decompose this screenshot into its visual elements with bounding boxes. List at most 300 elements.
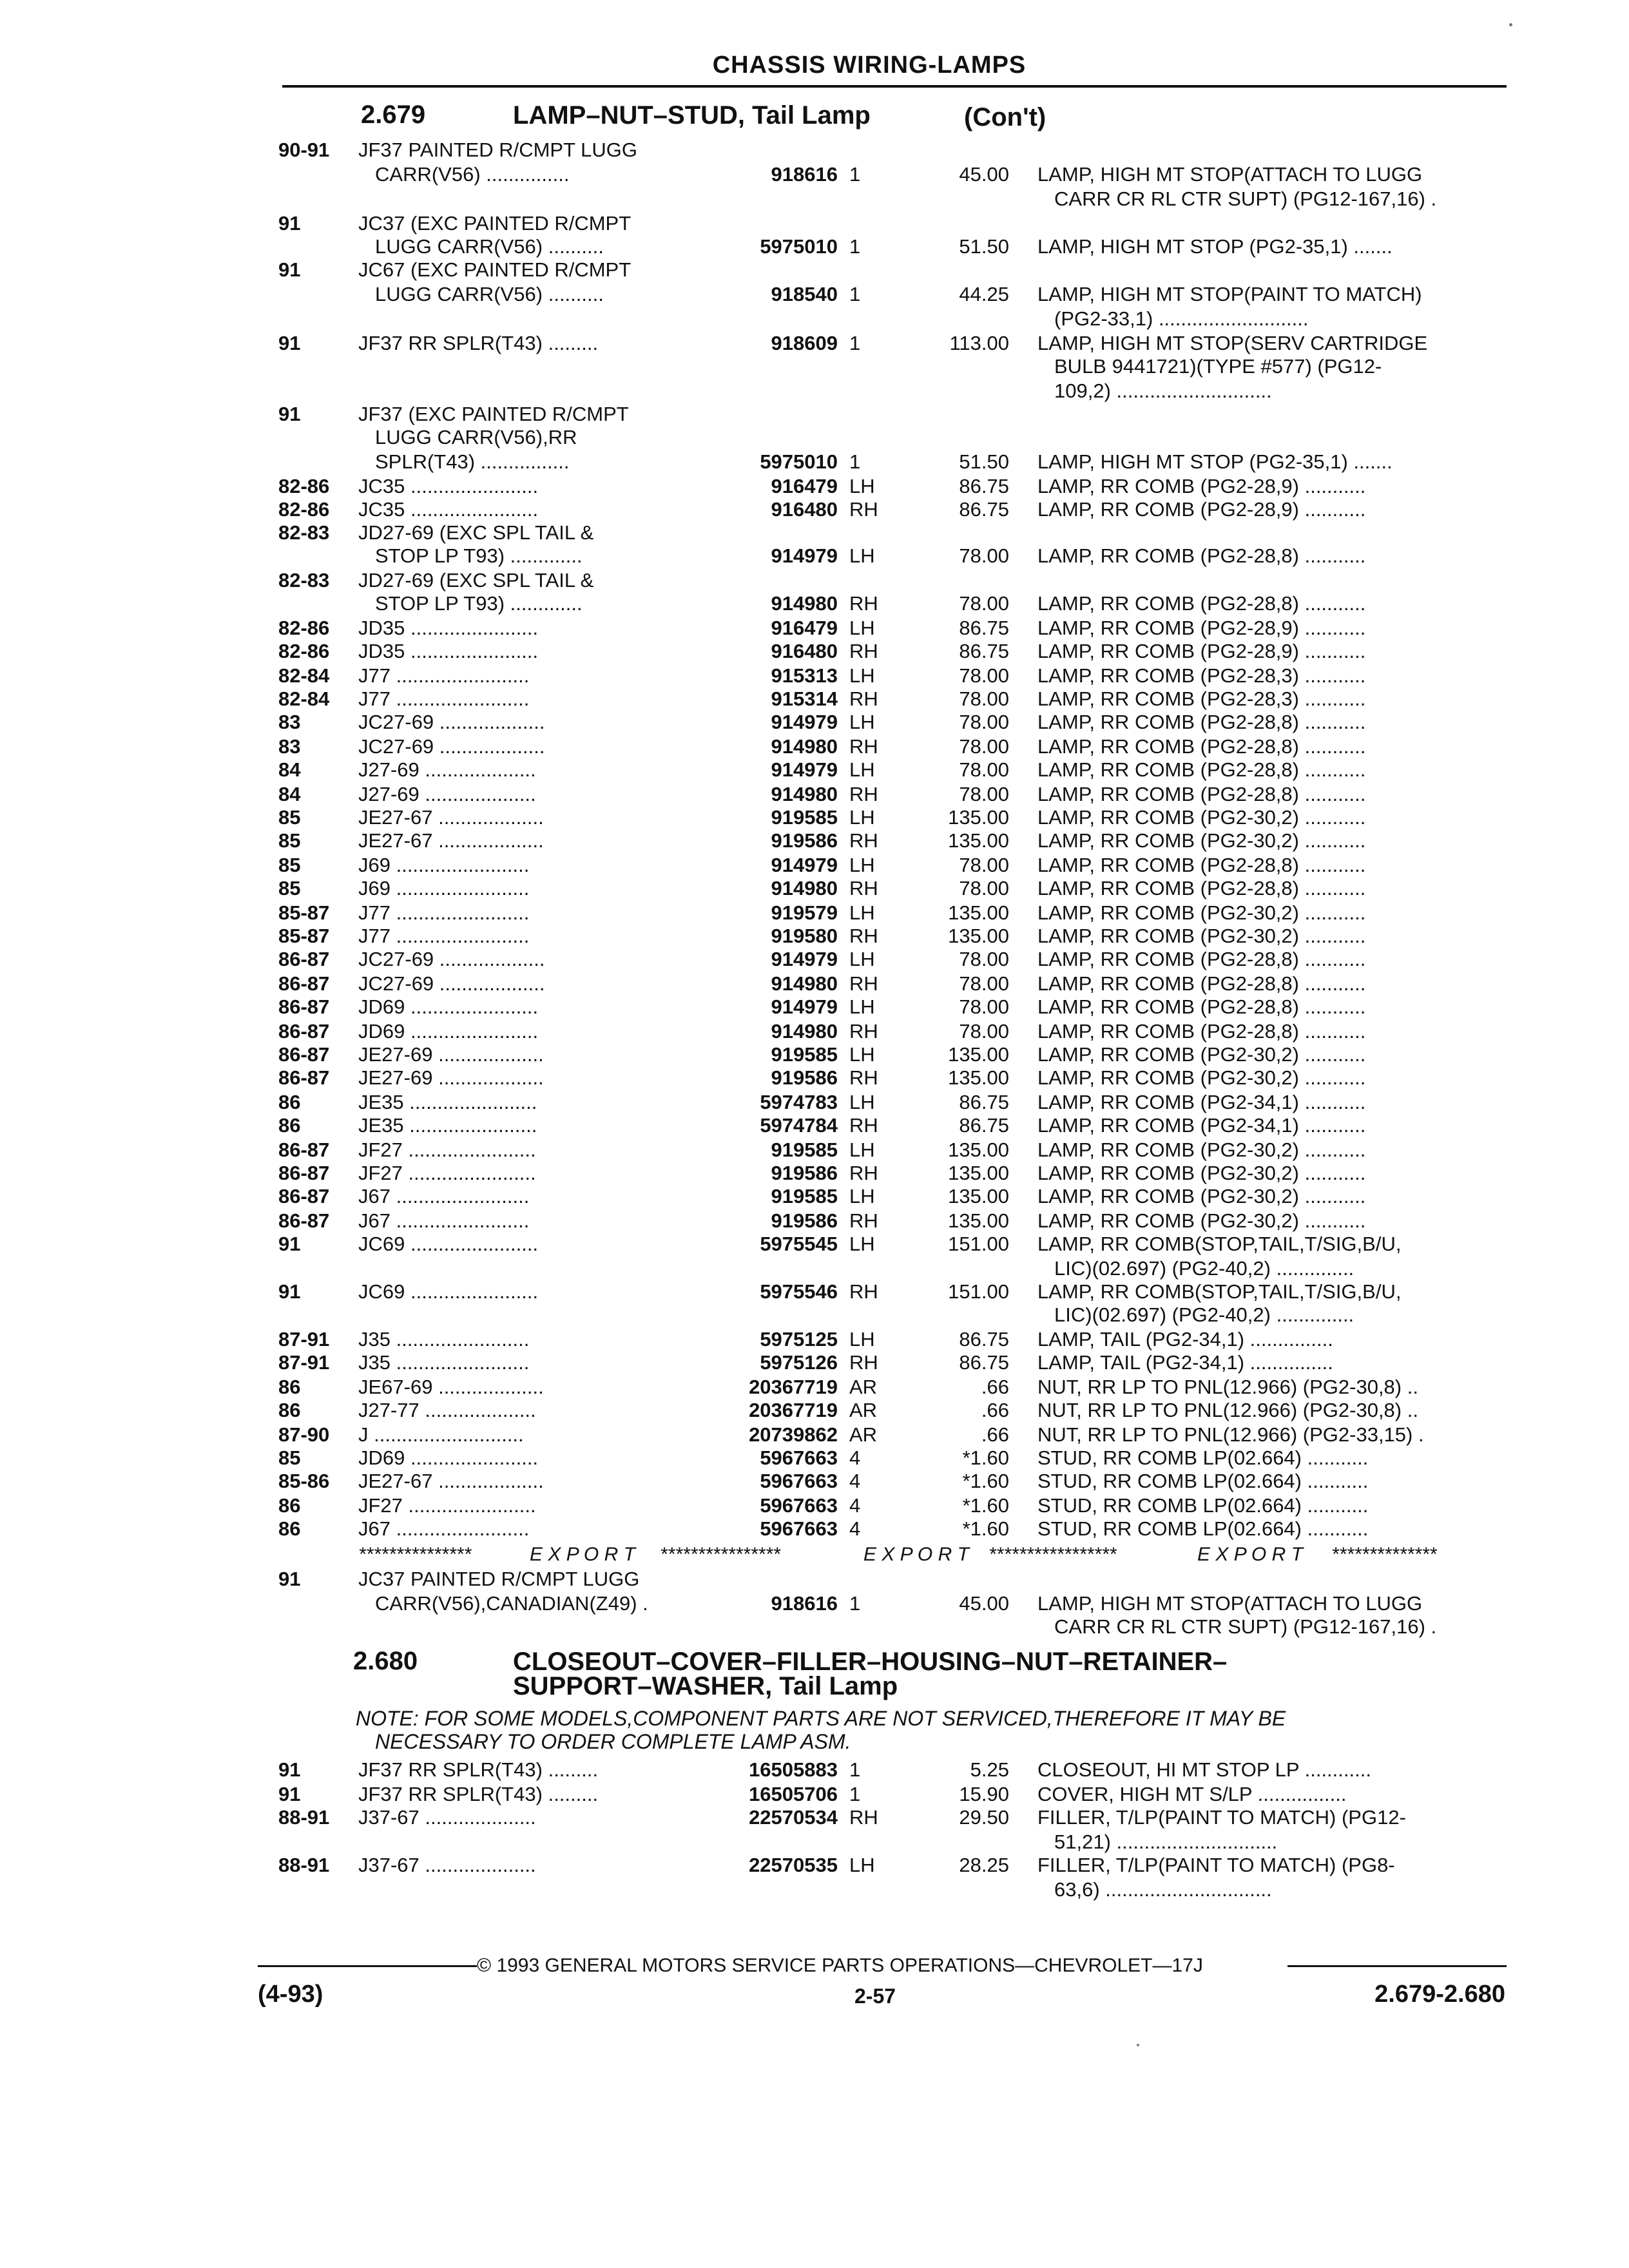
quantity: RH <box>849 829 878 852</box>
part-number: 22570535 <box>749 1854 838 1876</box>
price: 86.75 <box>959 1114 1009 1137</box>
part-number: 16505883 <box>749 1758 838 1781</box>
quantity: LH <box>849 806 875 829</box>
model-description: JC35 ....................... <box>358 498 539 521</box>
quantity: RH <box>849 925 878 947</box>
model-description: JF37 RR SPLR(T43) ......... <box>358 1758 599 1781</box>
part-number: 918616 <box>771 1592 838 1615</box>
export-stars: ***************** <box>988 1544 1117 1565</box>
model-year: 85 <box>278 854 301 876</box>
model-description: J67 ........................ <box>358 1185 530 1207</box>
part-name: NUT, RR LP TO PNL(12.966) (PG2-30,8) .. <box>1037 1399 1418 1421</box>
part-number: 5967663 <box>760 1494 838 1517</box>
model-description: JE27-69 ................... <box>358 1066 544 1089</box>
price: 86.75 <box>959 1351 1009 1374</box>
price: 135.00 <box>948 806 1009 829</box>
part-name-cont: CARR CR RL CTR SUPT) (PG12-167,16) . <box>1054 1615 1437 1638</box>
model-year: 82-86 <box>278 640 330 662</box>
quantity: LH <box>849 948 875 970</box>
export-stars: *************** <box>358 1544 472 1565</box>
part-number: 918540 <box>771 283 838 305</box>
footer-page-number: 2-57 <box>854 1984 896 2008</box>
price: 78.00 <box>959 711 1009 733</box>
part-number: 918609 <box>771 332 838 354</box>
part-number: 5975125 <box>760 1328 838 1350</box>
part-number: 914980 <box>771 1020 838 1043</box>
model-year: 91 <box>278 1568 301 1590</box>
quantity: LH <box>849 711 875 733</box>
part-name: LAMP, RR COMB(STOP,TAIL,T/SIG,B/U, <box>1037 1280 1402 1303</box>
price: 135.00 <box>948 1185 1009 1207</box>
model-year: 91 <box>278 1233 301 1255</box>
model-year: 85-87 <box>278 901 330 924</box>
model-description-cont: SPLR(T43) ................ <box>375 450 570 473</box>
part-number: 919585 <box>771 1185 838 1207</box>
model-year: 85 <box>278 806 301 829</box>
part-name: NUT, RR LP TO PNL(12.966) (PG2-33,15) . <box>1037 1423 1424 1446</box>
price: 78.00 <box>959 735 1009 758</box>
price: 51.50 <box>959 235 1009 258</box>
model-year: 86 <box>278 1494 301 1517</box>
section-title-line2: SUPPORT–WASHER, Tail Lamp <box>513 1672 898 1700</box>
quantity: LH <box>849 544 875 567</box>
model-year: 91 <box>278 258 301 281</box>
quantity: LH <box>849 995 875 1018</box>
price: 78.00 <box>959 1020 1009 1043</box>
price: 86.75 <box>959 1091 1009 1113</box>
price: 78.00 <box>959 687 1009 710</box>
section-note: NOTE: FOR SOME MODELS,COMPONENT PARTS ARE NOT SERVICED,THEREFORE IT MAY BE <box>356 1707 1286 1730</box>
quantity: RH <box>849 640 878 662</box>
part-number: 914979 <box>771 544 838 567</box>
price: 135.00 <box>948 1043 1009 1066</box>
part-name-cont: (PG2-33,1) ........................... <box>1054 307 1309 330</box>
section-number: 2.679 <box>361 101 426 129</box>
model-description: JE67-69 ................... <box>358 1376 544 1398</box>
part-name: LAMP, RR COMB (PG2-30,2) ........... <box>1037 806 1366 829</box>
export-label: E X P O R T <box>863 1544 969 1565</box>
quantity: LH <box>849 854 875 876</box>
quantity: 4 <box>849 1517 861 1540</box>
quantity: RH <box>849 783 878 805</box>
price: 44.25 <box>959 283 1009 305</box>
part-name: LAMP, HIGH MT STOP(PAINT TO MATCH) <box>1037 283 1422 305</box>
model-year: 82-86 <box>278 617 330 639</box>
part-number: 915314 <box>771 687 838 710</box>
model-description: JD35 ....................... <box>358 640 539 662</box>
price: .66 <box>981 1423 1009 1446</box>
model-year: 82-83 <box>278 569 330 591</box>
part-name: LAMP, RR COMB (PG2-30,2) ........... <box>1037 1185 1366 1207</box>
part-name: LAMP, RR COMB (PG2-28,9) ........... <box>1037 617 1366 639</box>
part-number: 916479 <box>771 475 838 497</box>
quantity: RH <box>849 1020 878 1043</box>
part-number: 914980 <box>771 592 838 615</box>
model-description: JD69 ....................... <box>358 995 539 1018</box>
part-number: 20367719 <box>749 1376 838 1398</box>
part-name-cont: CARR CR RL CTR SUPT) (PG12-167,16) . <box>1054 187 1437 210</box>
part-number: 914979 <box>771 758 838 781</box>
part-name: LAMP, RR COMB (PG2-28,8) ........... <box>1037 783 1366 805</box>
model-description: J69 ........................ <box>358 854 530 876</box>
model-description: JE27-67 ................... <box>358 806 544 829</box>
price: 135.00 <box>948 1066 1009 1089</box>
part-name: LAMP, RR COMB (PG2-30,2) ........... <box>1037 925 1366 947</box>
part-name: NUT, RR LP TO PNL(12.966) (PG2-30,8) .. <box>1037 1376 1418 1398</box>
price: .66 <box>981 1376 1009 1398</box>
part-name: COVER, HIGH MT S/LP ................ <box>1037 1783 1347 1805</box>
scan-speck <box>1509 23 1512 26</box>
part-number: 916480 <box>771 498 838 521</box>
model-description-cont: LUGG CARR(V56),RR <box>375 426 577 448</box>
part-number: 5967663 <box>760 1517 838 1540</box>
quantity: RH <box>849 1162 878 1184</box>
quantity: LH <box>849 1139 875 1161</box>
export-stars: **************** <box>660 1544 780 1565</box>
model-year: 91 <box>278 403 301 425</box>
part-number: 5975126 <box>760 1351 838 1374</box>
model-year: 88-91 <box>278 1854 330 1876</box>
price: 86.75 <box>959 498 1009 521</box>
price: 86.75 <box>959 475 1009 497</box>
part-name: STUD, RR COMB LP(02.664) ........... <box>1037 1494 1369 1517</box>
model-year: 87-90 <box>278 1423 330 1446</box>
part-name: LAMP, RR COMB (PG2-30,2) ........... <box>1037 901 1366 924</box>
part-name: LAMP, RR COMB (PG2-28,8) ........... <box>1037 758 1366 781</box>
price: *1.60 <box>962 1470 1009 1492</box>
part-name: LAMP, RR COMB (PG2-28,8) ........... <box>1037 877 1366 899</box>
part-name: STUD, RR COMB LP(02.664) ........... <box>1037 1446 1369 1469</box>
model-description: JF37 RR SPLR(T43) ......... <box>358 332 599 354</box>
part-number: 919579 <box>771 901 838 924</box>
quantity: 1 <box>849 332 861 354</box>
quantity: LH <box>849 1233 875 1255</box>
quantity: RH <box>849 1280 878 1303</box>
part-number: 22570534 <box>749 1806 838 1829</box>
price: 86.75 <box>959 640 1009 662</box>
model-description: J35 ........................ <box>358 1328 530 1350</box>
model-description: JE27-67 ................... <box>358 829 544 852</box>
model-description: JD69 ....................... <box>358 1020 539 1043</box>
model-year: 82-83 <box>278 521 330 544</box>
price: 28.25 <box>959 1854 1009 1876</box>
part-number: 916480 <box>771 640 838 662</box>
price: 78.00 <box>959 995 1009 1018</box>
model-description: JC69 ....................... <box>358 1233 539 1255</box>
price: 86.75 <box>959 1328 1009 1350</box>
model-year: 83 <box>278 735 301 758</box>
quantity: 1 <box>849 283 861 305</box>
price: *1.60 <box>962 1446 1009 1469</box>
footer-date: (4-93) <box>258 1981 323 2008</box>
part-number: 919585 <box>771 1043 838 1066</box>
model-year: 85 <box>278 877 301 899</box>
section-continued: (Con't) <box>964 103 1046 131</box>
quantity: LH <box>849 1854 875 1876</box>
quantity: RH <box>849 1806 878 1829</box>
model-year: 86 <box>278 1114 301 1137</box>
model-year: 85-87 <box>278 925 330 947</box>
quantity: 4 <box>849 1494 861 1517</box>
model-description: J77 ........................ <box>358 901 530 924</box>
price: *1.60 <box>962 1494 1009 1517</box>
model-year: 86 <box>278 1091 301 1113</box>
part-number: 919585 <box>771 1139 838 1161</box>
quantity: 1 <box>849 1783 861 1805</box>
quantity: LH <box>849 1043 875 1066</box>
section-note-line2: NECESSARY TO ORDER COMPLETE LAMP ASM. <box>375 1730 851 1753</box>
part-number: 918616 <box>771 163 838 186</box>
quantity: LH <box>849 475 875 497</box>
model-description: JE27-67 ................... <box>358 1470 544 1492</box>
part-name: CLOSEOUT, HI MT STOP LP ............ <box>1037 1758 1371 1781</box>
model-year: 82-84 <box>278 664 330 687</box>
price: 45.00 <box>959 1592 1009 1615</box>
quantity: RH <box>849 972 878 995</box>
price: 86.75 <box>959 617 1009 639</box>
model-description: JC37 PAINTED R/CMPT LUGG <box>358 1568 640 1590</box>
model-description: JE35 ....................... <box>358 1114 537 1137</box>
footer-copyright: © 1993 GENERAL MOTORS SERVICE PARTS OPERATIONS—CHEVROLET—17J <box>477 1955 1203 1976</box>
model-description: JC27-69 ................... <box>358 948 545 970</box>
quantity: RH <box>849 1066 878 1089</box>
price: 135.00 <box>948 901 1009 924</box>
part-number: 915313 <box>771 664 838 687</box>
model-year: 82-84 <box>278 687 330 710</box>
price: *1.60 <box>962 1517 1009 1540</box>
part-number: 914980 <box>771 972 838 995</box>
part-number: 914980 <box>771 783 838 805</box>
part-name: LAMP, RR COMB(STOP,TAIL,T/SIG,B/U, <box>1037 1233 1402 1255</box>
part-number: 5975546 <box>760 1280 838 1303</box>
export-stars: ************** <box>1331 1544 1437 1565</box>
model-description: J27-77 .................... <box>358 1399 536 1421</box>
part-name-cont: 109,2) ............................ <box>1054 380 1272 402</box>
scan-speck <box>1137 2044 1139 2046</box>
model-year: 84 <box>278 758 301 781</box>
price: .66 <box>981 1399 1009 1421</box>
quantity: 4 <box>849 1470 861 1492</box>
model-year: 86 <box>278 1399 301 1421</box>
model-year: 87-91 <box>278 1351 330 1374</box>
price: 78.00 <box>959 854 1009 876</box>
part-name: LAMP, RR COMB (PG2-28,3) ........... <box>1037 664 1366 687</box>
model-description-cont: CARR(V56),CANADIAN(Z49) . <box>375 1592 648 1615</box>
price: 78.00 <box>959 544 1009 567</box>
part-number: 5967663 <box>760 1470 838 1492</box>
footer-rule-right <box>1287 1965 1507 1967</box>
model-description: JF37 RR SPLR(T43) ......... <box>358 1783 599 1805</box>
part-number: 914979 <box>771 995 838 1018</box>
quantity: RH <box>849 1351 878 1374</box>
model-description: J77 ........................ <box>358 687 530 710</box>
part-number: 919586 <box>771 829 838 852</box>
price: 135.00 <box>948 1209 1009 1232</box>
part-number: 5975545 <box>760 1233 838 1255</box>
part-number: 916479 <box>771 617 838 639</box>
section-number: 2.680 <box>353 1647 418 1675</box>
part-name: STUD, RR COMB LP(02.664) ........... <box>1037 1517 1369 1540</box>
model-year: 91 <box>278 1758 301 1781</box>
model-description: JC27-69 ................... <box>358 711 545 733</box>
price: 78.00 <box>959 972 1009 995</box>
model-year: 86-87 <box>278 972 330 995</box>
part-number: 919586 <box>771 1066 838 1089</box>
part-number: 914980 <box>771 735 838 758</box>
model-description: J37-67 .................... <box>358 1854 536 1876</box>
quantity: LH <box>849 1185 875 1207</box>
export-label: E X P O R T <box>1197 1544 1303 1565</box>
model-description: J77 ........................ <box>358 664 530 687</box>
part-name: LAMP, RR COMB (PG2-30,2) ........... <box>1037 1139 1366 1161</box>
model-year: 86-87 <box>278 948 330 970</box>
part-name: LAMP, RR COMB (PG2-30,2) ........... <box>1037 1209 1366 1232</box>
part-name: LAMP, RR COMB (PG2-30,2) ........... <box>1037 1043 1366 1066</box>
part-name: LAMP, RR COMB (PG2-30,2) ........... <box>1037 829 1366 852</box>
price: 135.00 <box>948 1139 1009 1161</box>
part-name: FILLER, T/LP(PAINT TO MATCH) (PG8- <box>1037 1854 1395 1876</box>
model-year: 85 <box>278 829 301 852</box>
model-year: 84 <box>278 783 301 805</box>
model-description: JF37 (EXC PAINTED R/CMPT <box>358 403 629 425</box>
model-description: JD69 ....................... <box>358 1446 539 1469</box>
part-number: 5975010 <box>760 235 838 258</box>
price: 78.00 <box>959 877 1009 899</box>
model-description: JF27 ....................... <box>358 1494 536 1517</box>
model-year: 85-86 <box>278 1470 330 1492</box>
part-name: LAMP, TAIL (PG2-34,1) ............... <box>1037 1351 1333 1374</box>
model-description: JC35 ....................... <box>358 475 539 497</box>
model-year: 86-87 <box>278 1043 330 1066</box>
model-description: JC27-69 ................... <box>358 972 545 995</box>
part-name-cont: 51,21) ............................. <box>1054 1831 1278 1853</box>
footer-rule-left <box>258 1965 477 1967</box>
section-title: LAMP–NUT–STUD, Tail Lamp <box>513 101 871 130</box>
model-description: J69 ........................ <box>358 877 530 899</box>
model-description: JC67 (EXC PAINTED R/CMPT <box>358 258 631 281</box>
part-number: 16505706 <box>749 1783 838 1805</box>
part-name-cont: LIC)(02.697) (PG2-40,2) .............. <box>1054 1303 1354 1326</box>
price: 135.00 <box>948 1162 1009 1184</box>
part-number: 5974784 <box>760 1114 838 1137</box>
model-description: J27-69 .................... <box>358 783 536 805</box>
model-description: JF27 ....................... <box>358 1162 536 1184</box>
part-name: LAMP, RR COMB (PG2-30,2) ........... <box>1037 1066 1366 1089</box>
model-year: 86 <box>278 1517 301 1540</box>
part-number: 919586 <box>771 1162 838 1184</box>
model-description: J37-67 .................... <box>358 1806 536 1829</box>
section-title: CLOSEOUT–COVER–FILLER–HOUSING–NUT–RETAINER– <box>513 1648 1228 1676</box>
model-description: JD27-69 (EXC SPL TAIL & <box>358 569 594 591</box>
quantity: 1 <box>849 235 861 258</box>
quantity: RH <box>849 1114 878 1137</box>
quantity: 1 <box>849 450 861 473</box>
model-year: 86-87 <box>278 1020 330 1043</box>
part-name: LAMP, RR COMB (PG2-28,3) ........... <box>1037 687 1366 710</box>
model-year: 91 <box>278 1280 301 1303</box>
price: 51.50 <box>959 450 1009 473</box>
model-year: 88-91 <box>278 1806 330 1829</box>
part-name: LAMP, RR COMB (PG2-34,1) ........... <box>1037 1114 1366 1137</box>
model-description: J77 ........................ <box>358 925 530 947</box>
price: 151.00 <box>948 1233 1009 1255</box>
part-name-cont: BULB 9441721)(TYPE #577) (PG12- <box>1054 355 1382 378</box>
price: 45.00 <box>959 163 1009 186</box>
quantity: LH <box>849 901 875 924</box>
quantity: RH <box>849 592 878 615</box>
part-name: LAMP, RR COMB (PG2-28,9) ........... <box>1037 475 1366 497</box>
quantity: RH <box>849 1209 878 1232</box>
price: 78.00 <box>959 758 1009 781</box>
part-name-cont: LIC)(02.697) (PG2-40,2) .............. <box>1054 1257 1354 1280</box>
model-year: 86-87 <box>278 1162 330 1184</box>
model-year: 91 <box>278 332 301 354</box>
part-name: LAMP, RR COMB (PG2-28,8) ........... <box>1037 544 1366 567</box>
model-year: 87-91 <box>278 1328 330 1350</box>
export-label: E X P O R T <box>530 1544 635 1565</box>
model-year: 86-87 <box>278 1209 330 1232</box>
price: 113.00 <box>949 332 1009 354</box>
quantity: AR <box>849 1376 878 1398</box>
model-description-cont: CARR(V56) ............... <box>375 163 570 186</box>
page-header-title: CHASSIS WIRING-LAMPS <box>712 52 1027 79</box>
model-description: JF27 ....................... <box>358 1139 536 1161</box>
part-number: 5975010 <box>760 450 838 473</box>
part-number: 919585 <box>771 806 838 829</box>
model-year: 86-87 <box>278 1139 330 1161</box>
model-description: JE35 ....................... <box>358 1091 537 1113</box>
model-year: 86-87 <box>278 1185 330 1207</box>
quantity: 1 <box>849 163 861 186</box>
part-name: LAMP, RR COMB (PG2-28,8) ........... <box>1037 592 1366 615</box>
part-name: LAMP, HIGH MT STOP(SERV CARTRIDGE <box>1037 332 1428 354</box>
part-number: 5967663 <box>760 1446 838 1469</box>
part-name: LAMP, RR COMB (PG2-34,1) ........... <box>1037 1091 1366 1113</box>
part-name-cont: 63,6) .............................. <box>1054 1878 1272 1901</box>
part-name: LAMP, HIGH MT STOP(ATTACH TO LUGG <box>1037 1592 1423 1615</box>
model-description: J35 ........................ <box>358 1351 530 1374</box>
part-name: LAMP, RR COMB (PG2-28,8) ........... <box>1037 1020 1366 1043</box>
quantity: AR <box>849 1423 878 1446</box>
model-description: J67 ........................ <box>358 1517 530 1540</box>
part-name: LAMP, HIGH MT STOP (PG2-35,1) ....... <box>1037 235 1393 258</box>
model-description: JD27-69 (EXC SPL TAIL & <box>358 521 594 544</box>
part-number: 5974783 <box>760 1091 838 1113</box>
quantity: LH <box>849 1328 875 1350</box>
model-year: 85 <box>278 1446 301 1469</box>
quantity: RH <box>849 498 878 521</box>
model-description: JC37 (EXC PAINTED R/CMPT <box>358 212 631 235</box>
price: 135.00 <box>948 925 1009 947</box>
price: 5.25 <box>970 1758 1009 1781</box>
part-name: STUD, RR COMB LP(02.664) ........... <box>1037 1470 1369 1492</box>
part-name: LAMP, HIGH MT STOP(ATTACH TO LUGG <box>1037 163 1423 186</box>
quantity: LH <box>849 758 875 781</box>
price: 135.00 <box>948 829 1009 852</box>
model-year: 86 <box>278 1376 301 1398</box>
model-description: J27-69 .................... <box>358 758 536 781</box>
quantity: RH <box>849 735 878 758</box>
model-description: JF37 PAINTED R/CMPT LUGG <box>358 139 637 161</box>
part-name: LAMP, RR COMB (PG2-28,9) ........... <box>1037 640 1366 662</box>
price: 78.00 <box>959 592 1009 615</box>
price: 151.00 <box>948 1280 1009 1303</box>
price: 78.00 <box>959 783 1009 805</box>
model-year: 82-86 <box>278 498 330 521</box>
part-name: LAMP, RR COMB (PG2-28,8) ........... <box>1037 948 1366 970</box>
part-number: 919580 <box>771 925 838 947</box>
quantity: AR <box>849 1399 878 1421</box>
